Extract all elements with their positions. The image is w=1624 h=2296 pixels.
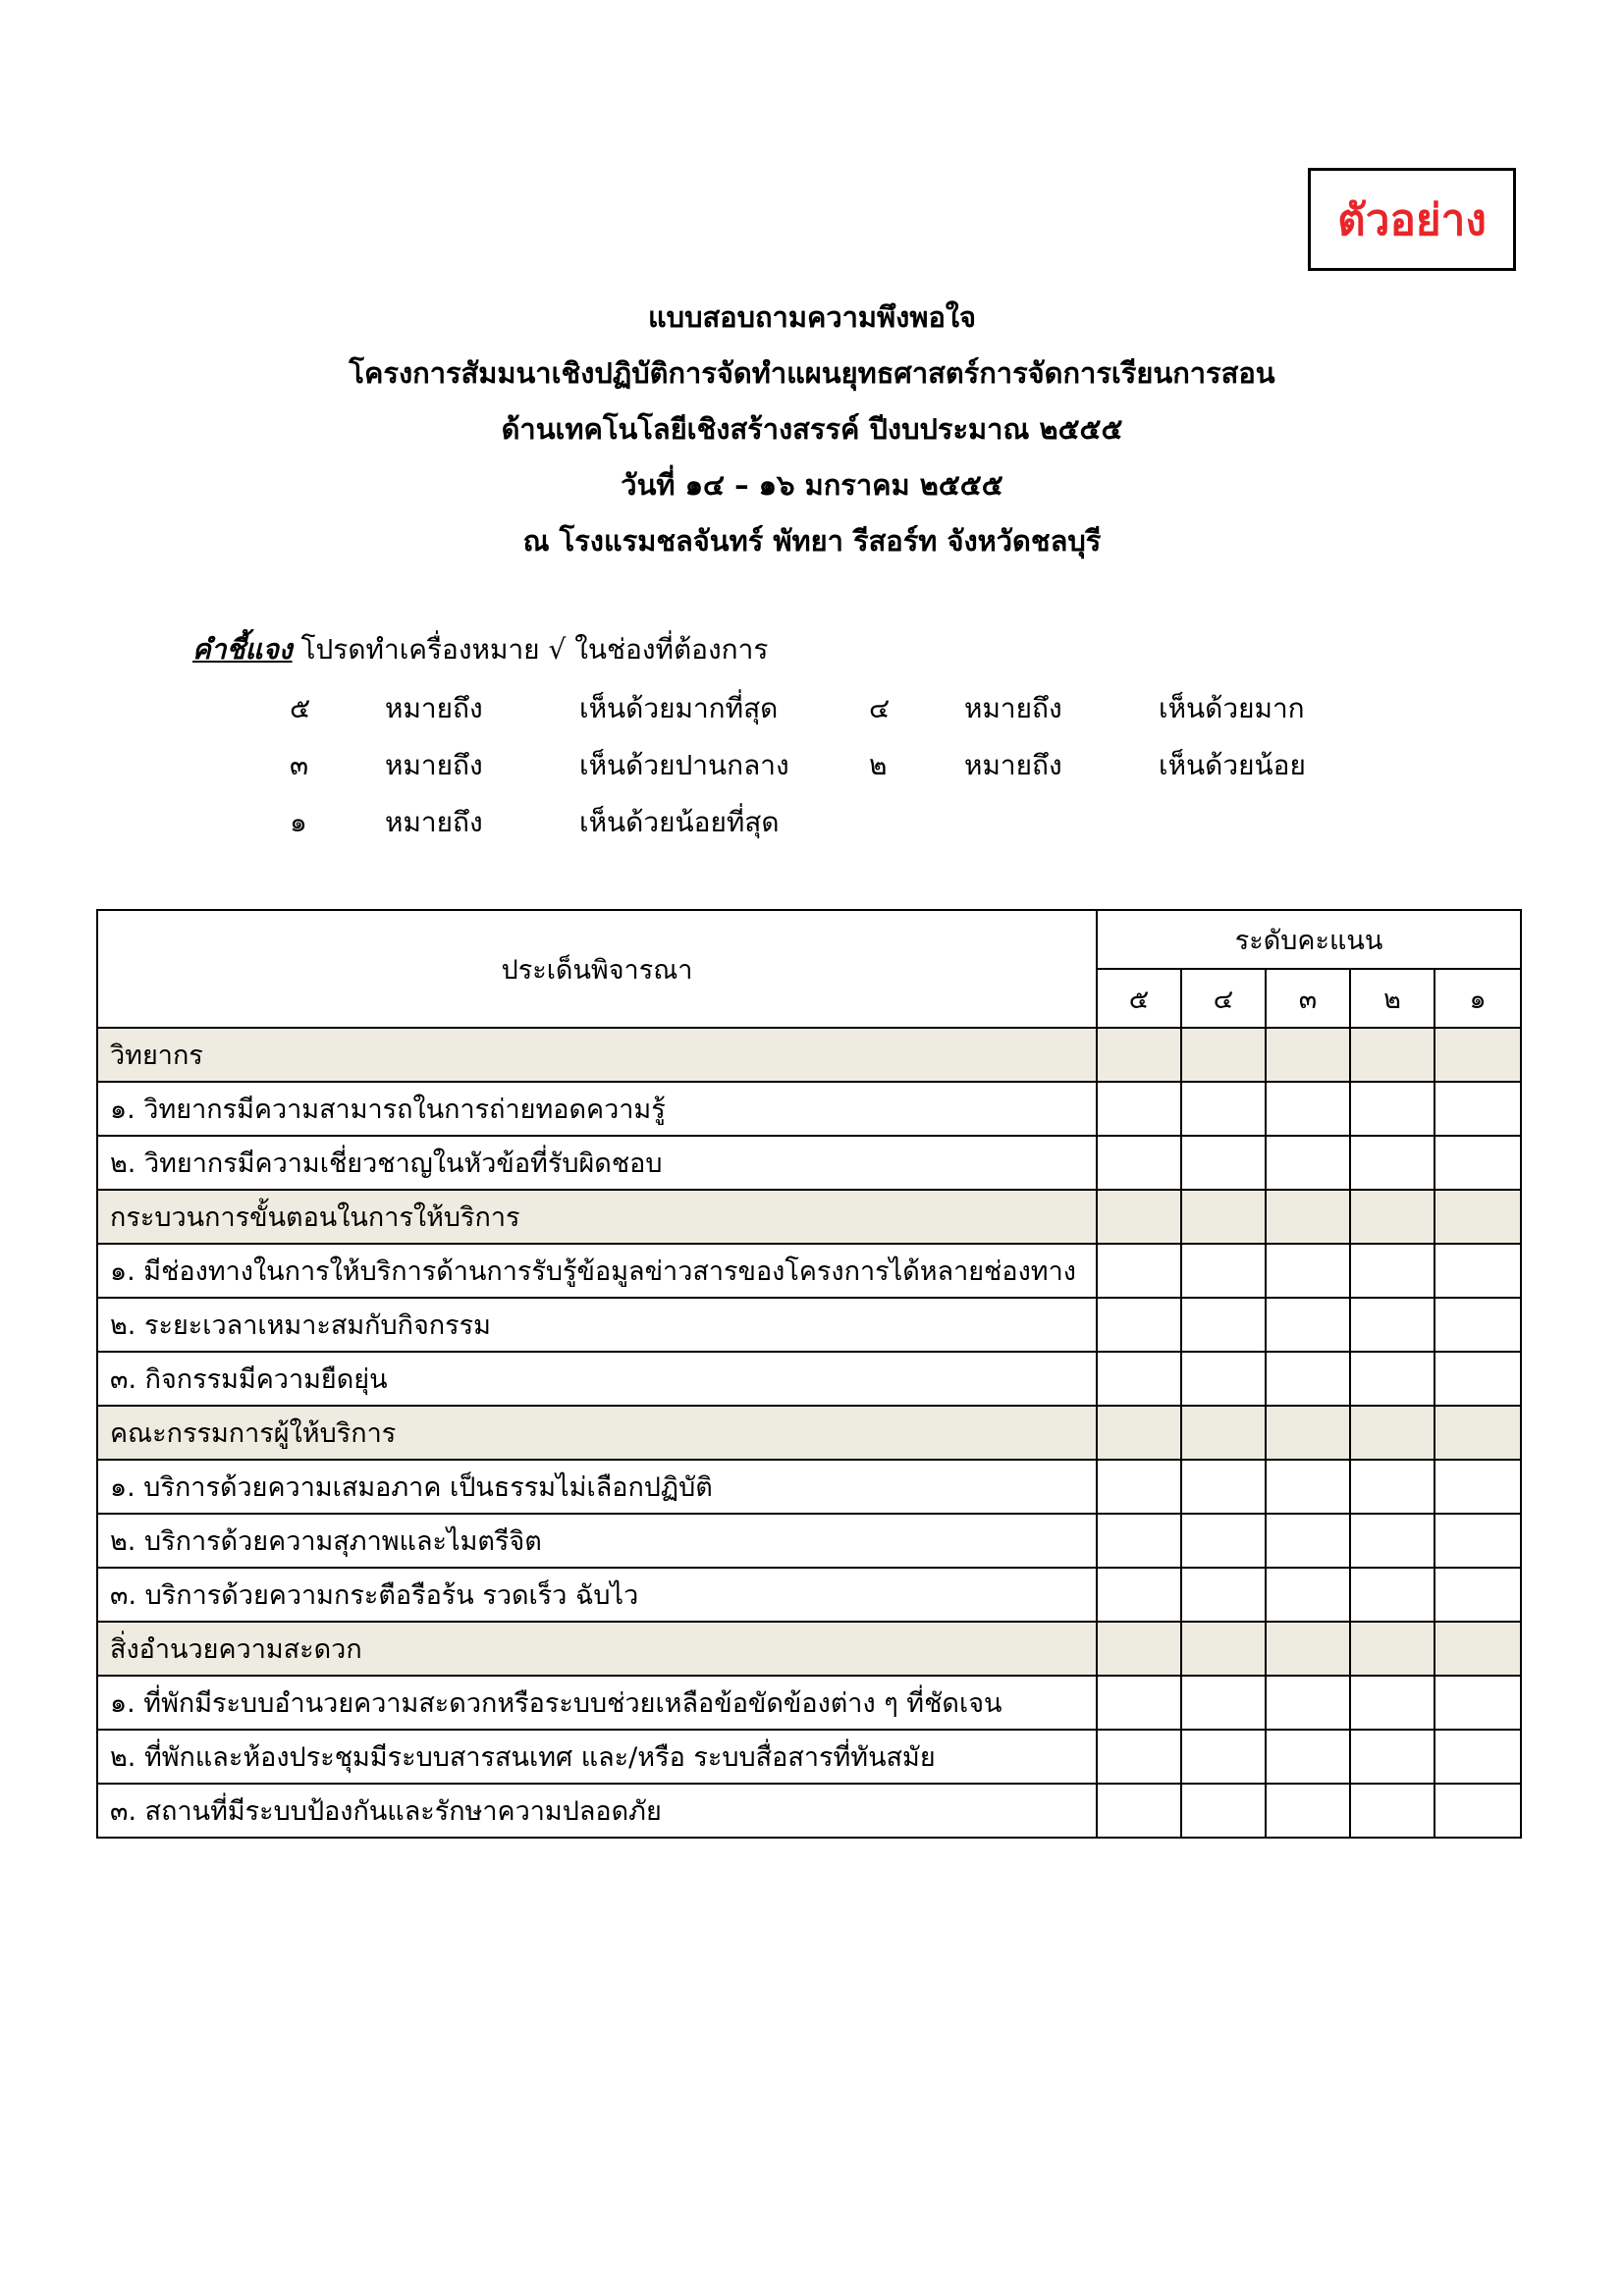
section-row xyxy=(97,1406,1521,1460)
legend-score: ๒ xyxy=(869,749,888,781)
rating-cell[interactable] xyxy=(1435,1514,1521,1568)
section-score-cell xyxy=(1435,1190,1521,1244)
rating-cell[interactable] xyxy=(1266,1298,1350,1352)
rating-cell[interactable] xyxy=(1435,1298,1521,1352)
question-text: ๑. วิทยากรมีความสามารถในการถ่ายทอดความรู้ xyxy=(97,1082,1097,1136)
section-title: กระบวนการขั้นตอนในการให้บริการ xyxy=(97,1190,1097,1244)
survey-table xyxy=(96,909,1522,1839)
survey-body xyxy=(97,1028,1521,1838)
question-text: ๓. สถานที่มีระบบป้องกันและรักษาความปลอดภัย xyxy=(97,1784,1097,1838)
question-row xyxy=(97,1136,1521,1190)
score-column-header: ๕ xyxy=(1097,969,1181,1028)
title-line: แบบสอบถามความพึงพอใจ xyxy=(647,300,977,334)
question-text: ๒. วิทยากรมีความเชี่ยวชาญในหัวข้อที่รับผิดชอบ xyxy=(97,1136,1097,1190)
section-score-cell xyxy=(1350,1622,1435,1676)
rating-cell[interactable] xyxy=(1350,1136,1435,1190)
rating-cell[interactable] xyxy=(1350,1244,1435,1298)
rating-cell[interactable] xyxy=(1181,1136,1266,1190)
rating-cell[interactable] xyxy=(1097,1676,1181,1730)
rating-cell[interactable] xyxy=(1097,1298,1181,1352)
section-score-cell xyxy=(1350,1190,1435,1244)
rating-cell[interactable] xyxy=(1181,1784,1266,1838)
rating-cell[interactable] xyxy=(1435,1352,1521,1406)
rating-cell[interactable] xyxy=(1350,1460,1435,1514)
question-row xyxy=(97,1298,1521,1352)
rating-cell[interactable] xyxy=(1181,1298,1266,1352)
rating-cell[interactable] xyxy=(1181,1568,1266,1622)
legend-score: ๔ xyxy=(869,692,891,724)
question-text: ๒. ระยะเวลาเหมาะสมกับกิจกรรม xyxy=(97,1298,1097,1352)
rating-cell[interactable] xyxy=(1097,1568,1181,1622)
rating-cell[interactable] xyxy=(1350,1784,1435,1838)
legend-score: ๕ xyxy=(290,692,311,724)
rating-cell[interactable] xyxy=(1266,1730,1350,1784)
section-row xyxy=(97,1622,1521,1676)
legend-means: หมายถึง xyxy=(385,806,483,838)
rating-cell[interactable] xyxy=(1435,1082,1521,1136)
section-score-cell xyxy=(1266,1622,1350,1676)
sample-stamp: ตัวอย่าง xyxy=(1308,168,1516,271)
section-title: วิทยากร xyxy=(97,1028,1097,1082)
section-row xyxy=(97,1028,1521,1082)
rating-cell[interactable] xyxy=(1435,1730,1521,1784)
question-row xyxy=(97,1514,1521,1568)
question-row xyxy=(97,1352,1521,1406)
question-text: ๓. กิจกรรมมีความยืดยุ่น xyxy=(97,1352,1097,1406)
rating-cell[interactable] xyxy=(1435,1676,1521,1730)
question-text: ๑. ที่พักมีระบบอำนวยความสะดวกหรือระบบช่วยเหลือข้อขัดข้องต่าง ๆ ที่ชัดเจน xyxy=(97,1676,1097,1730)
legend-desc: เห็นด้วยมาก xyxy=(1159,692,1305,724)
legend-score: ๑ xyxy=(290,806,307,838)
question-row xyxy=(97,1784,1521,1838)
rating-cell[interactable] xyxy=(1350,1514,1435,1568)
rating-cell[interactable] xyxy=(1181,1514,1266,1568)
rating-cell[interactable] xyxy=(1266,1568,1350,1622)
section-score-cell xyxy=(1181,1028,1266,1082)
score-column-header: ๔ xyxy=(1181,969,1266,1028)
section-score-cell xyxy=(1435,1406,1521,1460)
section-score-cell xyxy=(1350,1406,1435,1460)
title-line: ด้านเทคโนโลยีเชิงสร้างสรรค์ ปีงบประมาณ ๒๕๕๕ xyxy=(501,412,1123,446)
question-row xyxy=(97,1676,1521,1730)
rating-cell[interactable] xyxy=(1097,1730,1181,1784)
rating-cell[interactable] xyxy=(1181,1460,1266,1514)
criteria-header: ประเด็นพิจารณา xyxy=(97,910,1097,1028)
rating-cell[interactable] xyxy=(1435,1568,1521,1622)
question-row xyxy=(97,1244,1521,1298)
rating-cell[interactable] xyxy=(1097,1514,1181,1568)
section-score-cell xyxy=(1266,1028,1350,1082)
rating-cell[interactable] xyxy=(1350,1676,1435,1730)
legend-desc: เห็นด้วยปานกลาง xyxy=(579,749,789,781)
rating-cell[interactable] xyxy=(1435,1136,1521,1190)
rating-cell[interactable] xyxy=(1181,1082,1266,1136)
rating-cell[interactable] xyxy=(1097,1352,1181,1406)
rating-cell[interactable] xyxy=(1266,1244,1350,1298)
rating-cell[interactable] xyxy=(1097,1082,1181,1136)
question-text: ๑. บริการด้วยความเสมอภาค เป็นธรรมไม่เลือกปฏิบัติ xyxy=(97,1460,1097,1514)
rating-cell[interactable] xyxy=(1435,1784,1521,1838)
rating-cell[interactable] xyxy=(1181,1730,1266,1784)
section-score-cell xyxy=(1266,1190,1350,1244)
question-text: ๑. มีช่องทางในการให้บริการด้านการรับรู้ข้อมูลข่าวสารของโครงการได้หลายช่องทาง xyxy=(97,1244,1097,1298)
section-score-cell xyxy=(1097,1622,1181,1676)
section-score-cell xyxy=(1266,1406,1350,1460)
question-text: ๒. ที่พักและห้องประชุมมีระบบสารสนเทศ และ/หรือ ระบบสื่อสารที่ทันสมัย xyxy=(97,1730,1097,1784)
question-text: ๒. บริการด้วยความสุภาพและไมตรีจิต xyxy=(97,1514,1097,1568)
rating-cell[interactable] xyxy=(1350,1352,1435,1406)
rating-cell[interactable] xyxy=(1266,1514,1350,1568)
rating-cell[interactable] xyxy=(1435,1244,1521,1298)
legend-means: หมายถึง xyxy=(964,692,1062,724)
section-row xyxy=(97,1190,1521,1244)
section-score-cell xyxy=(1097,1028,1181,1082)
question-row xyxy=(97,1460,1521,1514)
rating-cell[interactable] xyxy=(1435,1460,1521,1514)
rating-cell[interactable] xyxy=(1266,1784,1350,1838)
rating-cell[interactable] xyxy=(1097,1784,1181,1838)
rating-cell[interactable] xyxy=(1350,1082,1435,1136)
section-title: สิ่งอำนวยความสะดวก xyxy=(97,1622,1097,1676)
rating-cell[interactable] xyxy=(1097,1136,1181,1190)
rating-cell[interactable] xyxy=(1181,1352,1266,1406)
legend-desc: เห็นด้วยมากที่สุด xyxy=(579,692,779,724)
title-line: วันที่ ๑๔ – ๑๖ มกราคม ๒๕๕๕ xyxy=(621,468,1003,502)
rating-cell[interactable] xyxy=(1350,1298,1435,1352)
section-score-cell xyxy=(1181,1190,1266,1244)
legend-desc: เห็นด้วยน้อยที่สุด xyxy=(579,806,780,838)
instruction-text: โปรดทำเครื่องหมาย √ ในช่องที่ต้องการ xyxy=(292,633,769,666)
legend-score: ๓ xyxy=(290,749,309,781)
section-score-cell xyxy=(1097,1406,1181,1460)
section-score-cell xyxy=(1435,1028,1521,1082)
section-score-cell xyxy=(1097,1190,1181,1244)
section-score-cell xyxy=(1181,1406,1266,1460)
instruction-label: คำชี้แจง xyxy=(192,633,293,666)
legend-means: หมายถึง xyxy=(385,692,483,724)
section-score-cell xyxy=(1181,1622,1266,1676)
rating-cell[interactable] xyxy=(1350,1568,1435,1622)
rating-cell[interactable] xyxy=(1266,1082,1350,1136)
question-row xyxy=(97,1082,1521,1136)
score-column-header: ๒ xyxy=(1350,969,1435,1028)
rating-cell[interactable] xyxy=(1181,1676,1266,1730)
document-title xyxy=(0,290,1624,569)
legend-means: หมายถึง xyxy=(385,749,483,781)
question-row xyxy=(97,1730,1521,1784)
instruction xyxy=(192,628,768,671)
rating-cell[interactable] xyxy=(1266,1460,1350,1514)
question-row xyxy=(97,1568,1521,1622)
score-column-header: ๑ xyxy=(1435,969,1521,1028)
rating-cell[interactable] xyxy=(1097,1460,1181,1514)
score-column-header: ๓ xyxy=(1266,969,1350,1028)
title-line: โครงการสัมมนาเชิงปฏิบัติการจัดทำแผนยุทธศาสตร์การจัดการเรียนการสอน xyxy=(349,356,1275,390)
section-title: คณะกรรมการผู้ให้บริการ xyxy=(97,1406,1097,1460)
score-level-header: ระดับคะแนน xyxy=(1097,910,1521,969)
legend-means: หมายถึง xyxy=(964,749,1062,781)
question-text: ๓. บริการด้วยความกระตือรือร้น รวดเร็ว ฉับไว xyxy=(97,1568,1097,1622)
rating-cell[interactable] xyxy=(1350,1730,1435,1784)
rating-cell[interactable] xyxy=(1266,1676,1350,1730)
section-score-cell xyxy=(1350,1028,1435,1082)
rating-cell[interactable] xyxy=(1266,1136,1350,1190)
section-score-cell xyxy=(1435,1622,1521,1676)
title-line: ณ โรงแรมชลจันทร์ พัทยา รีสอร์ท จังหวัดชลบุรี xyxy=(522,524,1102,558)
rating-cell[interactable] xyxy=(1097,1244,1181,1298)
rating-cell[interactable] xyxy=(1181,1244,1266,1298)
rating-cell[interactable] xyxy=(1266,1352,1350,1406)
legend-desc: เห็นด้วยน้อย xyxy=(1159,749,1306,781)
